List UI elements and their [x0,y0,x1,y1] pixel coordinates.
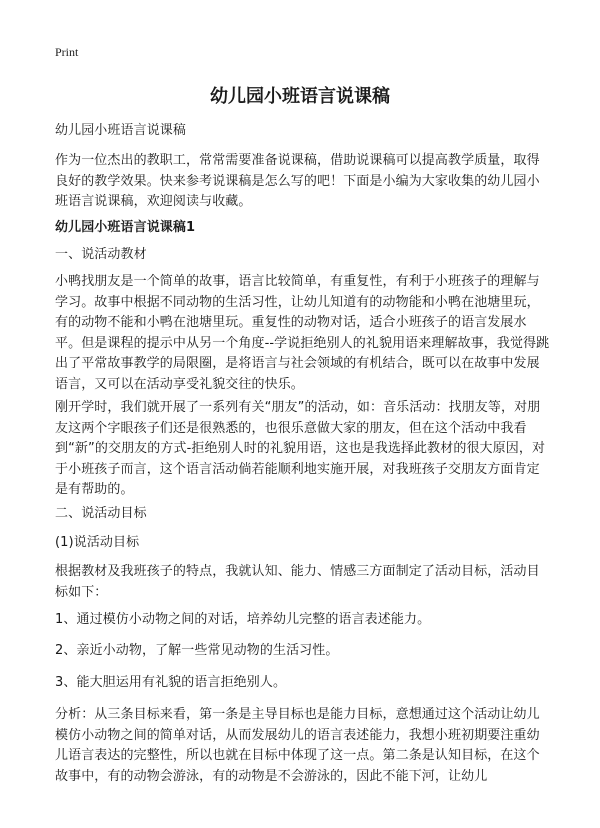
section-heading: 幼儿园小班语言说课稿1 [55,220,196,235]
document-subtitle: 幼儿园小班语言说课稿 [55,123,187,138]
intro-paragraph: 作为一位杰出的教职工，常常需要准备说课稿，借助说课稿可以提高教学质量，取得良好的教学效果。快来参考说课稿是怎么写的吧！下面是小编为大家收集的幼儿园小班语言说课稿，欢迎阅读与收藏。 [55,153,540,209]
part1-paragraph-2: 刚开学时，我们就开展了一系列有关“朋友”的活动，如：音乐活动：找朋友等，对朋友这两个字眼孩子们还是很熟悉的，也很乐意做大家的朋友，但在这个活动中我看到“新”的交朋友的方式-拒绝别人时的礼貌用语，这也是我选择此教材的很大原因，对于小班孩子而言，这个语言活动倘若能顺利地实施开展，对我班孩子交朋友方面肯定是有帮助的。 [55,400,546,497]
part1-heading: 一、说活动教材 [55,247,147,262]
document-title: 幼儿园小班语言说课稿 [210,86,390,107]
part1-paragraph-1: 小鸭找朋友是一个简单的故事，语言比较简单，有重复性，有利于小班孩子的理解与学习。故事中根据不同动物的生活习性，让幼儿知道有的动物能和小鸭在池塘里玩，有的动物不能和小鸭在池塘里玩。重复性的动物对话，适合小班孩子的语言发展水平。但是课程的提示中从另一个角度--学说拒绝别人的礼貌用语来理解故事，我觉得跳出了平常故事教学的局限圈，是将语言与社会领域的有机结合，既可以在故事中发展语言，又可以在活动享受礼貌交往的快乐。 [55,274,550,392]
analysis-paragraph: 分析：从三条目标来看，第一条是主导目标也是能力目标，意想通过这个活动让幼儿模仿小动物之间的简单对话，从而发展幼儿的语言表述能力，我想小班初期要注重幼儿语言表达的完整性，所以也就在目标中体现了这一点。第二条是认知目标，在这个故事中，有的动物会游泳，有的动物是不会游泳的，因此不能下河，让幼儿 [55,707,540,784]
goal-item-1: 1、通过模仿小动物之间的对话，培养幼儿完整的语言表述能力。 [55,612,431,627]
part2-subheading: (1)说活动目标 [55,535,140,550]
part2-heading: 二、说活动目标 [55,506,147,521]
goal-item-2: 2、亲近小动物，了解一些常见动物的生活习性。 [55,643,339,658]
part2-paragraph: 根据教材及我班孩子的特点，我就认知、能力、情感三方面制定了活动目标，活动目标如下： [55,564,540,600]
print-link[interactable]: Print [55,45,79,59]
goal-item-3: 3、能大胆运用有礼貌的语言拒绝别人。 [55,675,287,690]
